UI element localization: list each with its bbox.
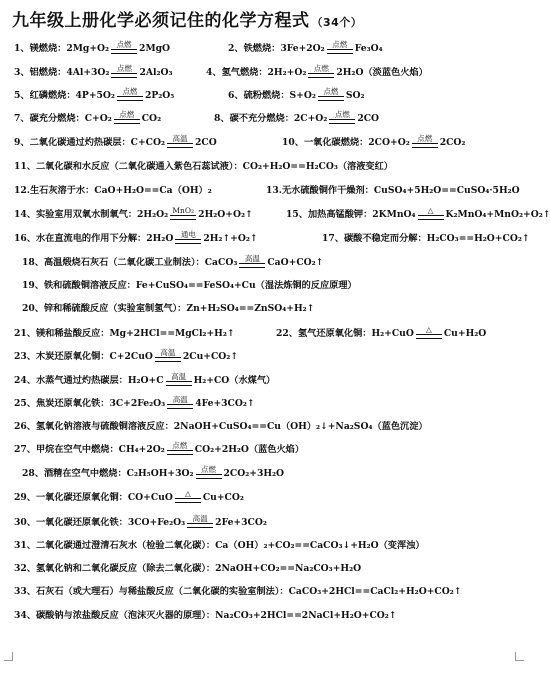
equation-line	[206, 60, 428, 78]
title-text: 九年级上册化学必须记住的化学方程式	[12, 11, 310, 31]
condition-label: 高温	[160, 348, 176, 357]
condition-label: 点燃	[119, 110, 135, 119]
equation-rhs: 2Fe+3CO₂	[215, 517, 267, 528]
equation-line	[14, 36, 170, 54]
equation-line	[214, 106, 379, 124]
double-bar	[111, 49, 137, 54]
equation-line	[22, 461, 284, 479]
reaction-condition	[196, 466, 222, 479]
double-bar	[167, 143, 193, 148]
equation-lhs: 7、碳充分燃烧：C+O₂	[14, 113, 112, 124]
condition-label: MnO₂	[172, 206, 194, 215]
equation-text: 20、锌和稀硫酸反应（实验室制氢气）：Zn+H₂SO₄==ZnSO₄+H₂↑	[22, 303, 315, 314]
equation-rhs: 4Fe+3CO₂↑	[195, 398, 255, 409]
condition-label: 点燃	[332, 40, 348, 49]
equation-rhs: 2CO₂	[439, 137, 466, 148]
double-bar	[412, 143, 438, 148]
reaction-condition	[155, 349, 181, 362]
double-bar	[166, 381, 192, 386]
reaction-condition	[412, 135, 438, 148]
equation-lhs: 22、氢气还原氧化铜：H₂+CuO	[276, 328, 414, 339]
equation-line	[228, 83, 365, 101]
equation-lhs: 10、一氧化碳燃烧：2CO+O₂	[282, 137, 410, 148]
equation-line	[322, 226, 530, 244]
equation-text: 19、铁和硫酸铜溶液反应：Fe+CuSO₄==FeSO₄+Cu（湿法炼铜的反应原理）	[22, 280, 357, 291]
equation-lhs: 8、碳不充分燃烧：2C+O₂	[214, 113, 328, 124]
reaction-condition	[187, 515, 213, 528]
reaction-condition	[327, 41, 353, 54]
reaction-condition	[418, 207, 444, 220]
double-bar	[175, 498, 201, 503]
condition-label: 高温	[244, 254, 260, 263]
equation-rhs: 2H₂O（淡蓝色火焰）	[336, 67, 428, 78]
equation-lhs: 30、一氧化碳还原氧化铁：3CO+Fe₂O₃	[14, 517, 186, 528]
equation-rhs: 2CO	[195, 137, 217, 148]
equation-line	[286, 202, 550, 220]
equation-line	[14, 485, 244, 503]
condition-label: 点燃	[116, 40, 132, 49]
equation-text: 31、二氧化碳通过澄清石灰水（检验二氧化碳）：Ca（OH）₂+CO₂==CaCO₃↓+H₂O（变浑浊）	[14, 540, 425, 551]
reaction-condition	[111, 65, 137, 78]
double-bar	[167, 404, 193, 409]
reaction-condition	[117, 88, 143, 101]
condition-label: 点燃	[417, 134, 433, 143]
double-bar	[114, 119, 140, 124]
equation-lhs: 28、酒精在空气中燃烧：C₂H₅OH+3O₂	[22, 468, 194, 479]
equation-lhs: 14、实验室用双氧水制氧气：2H₂O₂	[14, 209, 169, 220]
equation-lhs: 29、一氧化碳还原氧化铜：CO+CuO	[14, 492, 173, 503]
equation-line	[276, 321, 486, 339]
equation-rhs: K₂MnO₄+MnO₂+O₂↑	[445, 209, 550, 220]
equation-rhs: Fe₃O₄	[354, 43, 383, 54]
equation-rhs: CO₂	[141, 113, 162, 124]
equation-rhs: H₂+CO（水煤气）	[193, 375, 276, 386]
equation-lhs: 24、水蒸气通过灼热碳层：H₂O+C	[14, 375, 164, 386]
equation-lhs: 2、铁燃烧：3Fe+2O₂	[228, 43, 325, 54]
condition-label: 通电	[180, 230, 196, 239]
equation-text: 17、碳酸不稳定而分解：H₂CO₃==H₂O+CO₂↑	[322, 233, 530, 244]
equation-rhs: CO₂+2H₂O（蓝色火焰）	[194, 444, 305, 455]
equation-line	[14, 226, 258, 244]
reaction-condition	[114, 111, 140, 124]
equation-line	[14, 60, 173, 78]
equation-rhs: 2Al₂O₃	[139, 67, 173, 78]
reaction-condition	[416, 326, 442, 339]
equation-lhs: 18、高温煅烧石灰石（二氧化碳工业制法）：CaCO₃	[22, 257, 238, 268]
equation-rhs: 2MgO	[139, 43, 171, 54]
equation-line	[14, 178, 212, 196]
condition-label: 点燃	[172, 441, 188, 450]
condition-label: 点燃	[323, 87, 339, 96]
equation-text: 12.生石灰溶于水：CaO+H₂O==Ca（OH）₂	[14, 185, 212, 196]
equation-line	[22, 296, 314, 314]
double-bar	[418, 215, 444, 220]
equation-line	[14, 106, 161, 124]
equation-text: 21、镁和稀盐酸反应：Mg+2HCl==MgCl₂+H₂↑	[14, 328, 235, 339]
condition-label: 点燃	[116, 64, 132, 73]
equation-line	[14, 368, 275, 386]
reaction-condition	[167, 396, 193, 409]
equation-line	[14, 437, 304, 455]
double-bar	[329, 119, 355, 124]
equation-rhs: 2P₂O₅	[144, 90, 175, 101]
double-bar	[170, 215, 196, 220]
equation-line	[228, 36, 383, 54]
equation-rhs: 2Cu+CO₂↑	[182, 351, 238, 362]
reaction-condition	[170, 207, 196, 220]
equation-count: （34个）	[311, 16, 363, 29]
equation-rhs: Cu+CO₂	[202, 492, 244, 503]
double-bar	[175, 239, 201, 244]
double-bar	[155, 357, 181, 362]
equation-rhs: Cu+H₂O	[443, 328, 487, 339]
double-bar	[327, 49, 353, 54]
equation-lhs: 5、红磷燃烧：4P+5O₂	[14, 90, 115, 101]
reaction-condition	[308, 65, 334, 78]
reaction-condition	[239, 255, 265, 268]
equation-lhs: 15、加热高锰酸钾：2KMnO₄	[286, 209, 416, 220]
equation-lhs: 3、铝燃烧：4Al+3O₂	[14, 67, 110, 78]
equation-lhs: 23、木炭还原氧化铜：C+2CuO	[14, 351, 153, 362]
equation-lhs: 4、氢气燃烧：2H₂+O₂	[206, 67, 307, 78]
condition-label: △	[425, 325, 432, 334]
equation-line	[22, 273, 357, 291]
equation-text: 26、氢氧化钠溶液与硫酸铜溶液反应：2NaOH+CuSO₄==Cu（OH）₂↓+Na₂SO₄（蓝色沉淀）	[14, 421, 428, 432]
equation-line	[14, 556, 361, 574]
equation-line	[14, 83, 174, 101]
equation-line	[14, 321, 235, 339]
double-bar	[318, 96, 344, 101]
double-bar	[187, 523, 213, 528]
equation-lhs: 6、硫粉燃烧：S+O₂	[228, 90, 316, 101]
equation-line	[14, 130, 217, 148]
condition-label: 点燃	[122, 87, 138, 96]
condition-label: 点燃	[334, 110, 350, 119]
reaction-condition	[175, 231, 201, 244]
equation-rhs: 2CO₂+3H₂O	[223, 468, 285, 479]
condition-label: 高温	[172, 134, 188, 143]
equation-text: 11、二氧化碳和水反应（二氧化碳通入紫色石蕊试液）：CO₂+H₂O==H₂CO₃（溶液变红）	[14, 161, 393, 172]
equation-line	[14, 154, 393, 172]
equation-rhs: 2CO	[357, 113, 380, 124]
equation-line	[14, 579, 461, 597]
condition-label: 高温	[192, 514, 208, 523]
equation-lhs: 16、水在直流电的作用下分解：2H₂O	[14, 233, 174, 244]
equation-line	[14, 510, 267, 528]
equation-lhs: 9、二氧化碳通过灼热碳层：C+CO₂	[14, 137, 165, 148]
page-title	[12, 6, 362, 31]
equation-line	[266, 178, 520, 196]
equation-lhs: 25、焦炭还原氧化铁：3C+2Fe₂O₃	[14, 398, 166, 409]
double-bar	[239, 263, 265, 268]
reaction-condition	[329, 111, 355, 124]
equation-line	[14, 533, 425, 551]
equation-line	[14, 603, 397, 621]
equation-line	[14, 202, 253, 220]
equation-rhs: 2H₂O+O₂↑	[198, 209, 253, 220]
equation-lhs: 27、甲烷在空气中燃烧：CH₄+2O₂	[14, 444, 165, 455]
equation-line	[14, 414, 428, 432]
condition-label: 点燃	[313, 64, 329, 73]
equation-rhs: 2H₂↑+O₂↑	[203, 233, 258, 244]
page-corner-mark	[515, 652, 524, 661]
double-bar	[416, 334, 442, 339]
equation-line	[22, 250, 323, 268]
equation-text: 34、碳酸钠与浓盐酸反应（泡沫灭火器的原理）：Na₂CO₃+2HCl==2NaCl+H₂O+CO₂↑	[14, 610, 397, 621]
reaction-condition	[111, 41, 137, 54]
equation-rhs: SO₂	[345, 90, 365, 101]
equation-line	[14, 391, 255, 409]
double-bar	[117, 96, 143, 101]
equation-line	[14, 344, 238, 362]
condition-label: △	[427, 206, 434, 215]
page-corner-mark	[4, 652, 13, 661]
equation-text: 33、石灰石（或大理石）与稀盐酸反应（二氧化碳的实验室制法）：CaCO₃+2HCl==CaCl₂+H₂O+CO₂↑	[14, 586, 462, 597]
equation-lhs: 1、镁燃烧：2Mg+O₂	[14, 43, 110, 54]
double-bar	[111, 73, 137, 78]
condition-label: 高温	[172, 395, 188, 404]
equation-line	[282, 130, 465, 148]
equation-text: 32、氢氧化钠和二氧化碳反应（除去二氧化碳）：2NaOH+CO₂==Na₂CO₃+H₂O	[14, 563, 362, 574]
double-bar	[196, 474, 222, 479]
equation-text: 13.无水硫酸铜作干燥剂：CuSO₄+5H₂O==CuSO₄·5H₂O	[266, 185, 520, 196]
condition-label: 点燃	[201, 465, 217, 474]
reaction-condition	[318, 88, 344, 101]
reaction-condition	[167, 135, 193, 148]
condition-label: △	[184, 489, 191, 498]
condition-label: 高温	[171, 372, 187, 381]
double-bar	[308, 73, 334, 78]
reaction-condition	[167, 442, 193, 455]
reaction-condition	[175, 490, 201, 503]
double-bar	[167, 450, 193, 455]
equation-rhs: CaO+CO₂↑	[267, 257, 324, 268]
reaction-condition	[166, 373, 192, 386]
